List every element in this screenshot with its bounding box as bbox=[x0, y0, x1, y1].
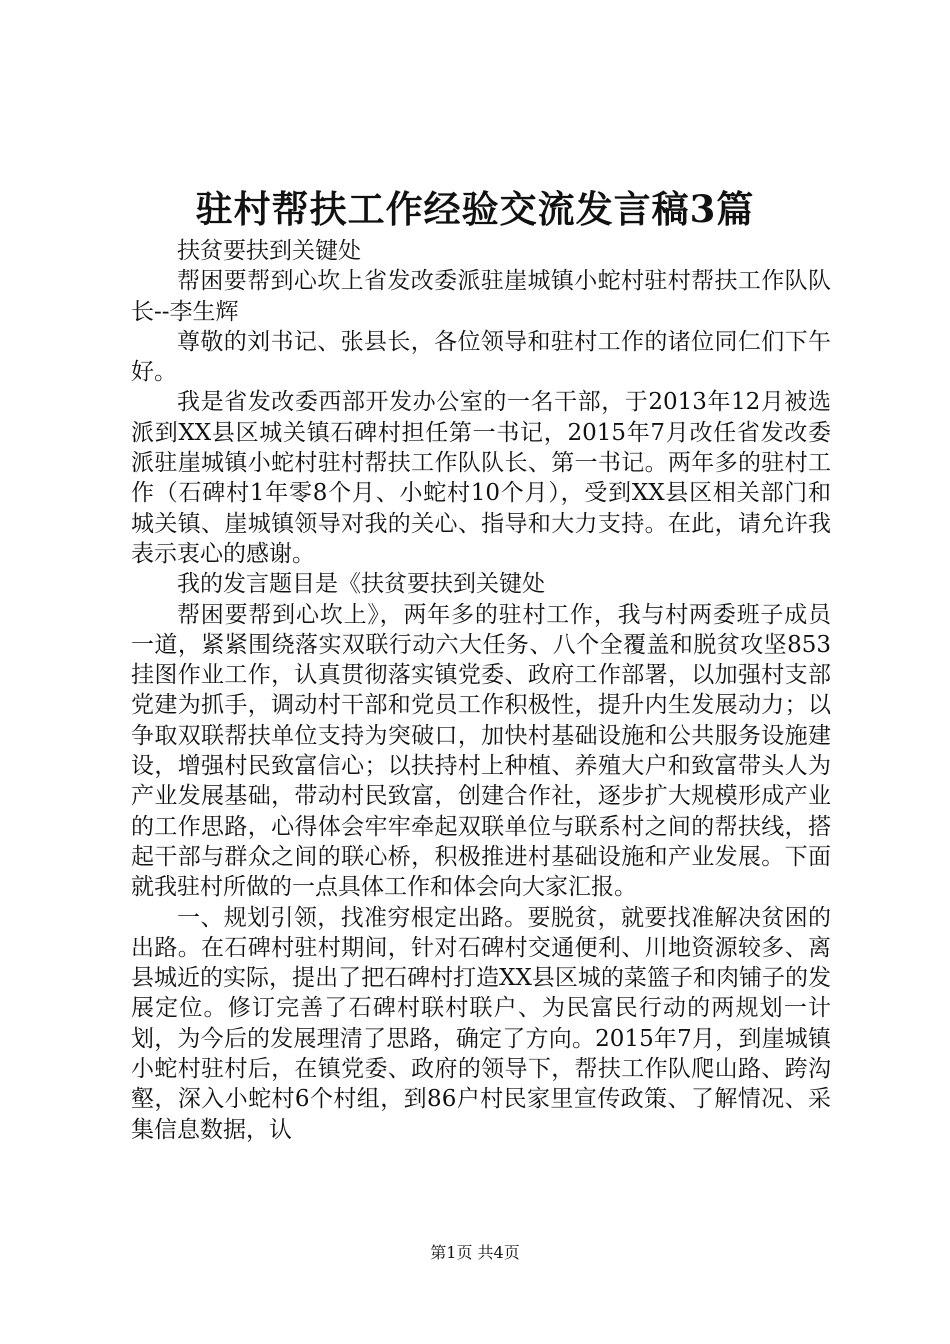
paragraph-subtitle-1: 扶贫要扶到关键处 bbox=[177, 238, 361, 264]
paragraph-greeting: 尊敬的刘书记、张县长，各位领导和驻村工作的诸位同仁们下午好。 bbox=[131, 328, 831, 386]
paragraph-section-one: 一、规划引领，找准穷根定出路。要脱贫，就要找准解决贫困的出路。在石碑村驻村期间，针对石碑村交通便利、川地资源较多、离县城近的实际，提出了把石碑村打造XX县区城的菜篮子和肉铺子的发展定位。修订完善了石碑村联村联户、为民富民行动的两规划一计划，为今后的发展理清了思路，确定了方向。2015年7月，到崖城镇小蛇村驻村后，在镇党委、政府的领导下，帮扶工作队爬山路、跨沟壑，深入小蛇村6个村组，到86户村民家里宣传政策、了解情况、采集信息数据，认 bbox=[131, 904, 831, 1143]
paragraph-topic: 我的发言题目是《扶贫要扶到关键处 bbox=[177, 571, 545, 598]
paragraph-introduction: 我是省发改委西部开发办公室的一名干部，于2013年12月被选派到XX县区城关镇石碑村担任第一书记，2015年7月改任省发改委派驻崖城镇小蛇村驻村帮扶工作队队长、第一书记。两年多的驻村工作（石碑村1年零8个月、小蛇村10个月），受到XX县区相关部门和城关镇、崖城镇领导对我的关心、指导和大力支持。在此，请允许我表示衷心的感谢。 bbox=[131, 389, 831, 567]
document-title: 驻村帮扶工作经验交流发言稿3篇 bbox=[195, 187, 755, 231]
document-body bbox=[131, 236, 831, 1145]
paragraph-subtitle-2: 帮困要帮到心坎上省发改委派驻崖城镇小蛇村驻村帮扶工作队队长--李生辉 bbox=[131, 268, 831, 325]
page-footer: 第1页 共4页 bbox=[430, 1243, 520, 1262]
paragraph-overview: 帮困要帮到心坎上》，两年多的驻村工作，我与村两委班子成员一道，紧紧围绕落实双联行动六大任务、八个全覆盖和脱贫攻坚853挂图作业工作，认真贯彻落实镇党委、政府工作部署，以加强村支部党建为抓手，调动村干部和党员工作积极性，提升内生发展动力；以争取双联帮扶单位支持为突破口，加快村基础设施和公共服务设施建设，增强村民致富信心；以扶持村上种植、养殖大户和致富带头人为产业发展基础，带动村民致富，创建合作社，逐步扩大规模形成产业的工作思路，心得体会牢牢牵起双联单位与联系村之间的帮扶线，搭起干部与群众之间的联心桥，积极推进村基础设施和产业发展。下面就我驻村所做的一点具体工作和体会向大家汇报。 bbox=[131, 601, 831, 901]
